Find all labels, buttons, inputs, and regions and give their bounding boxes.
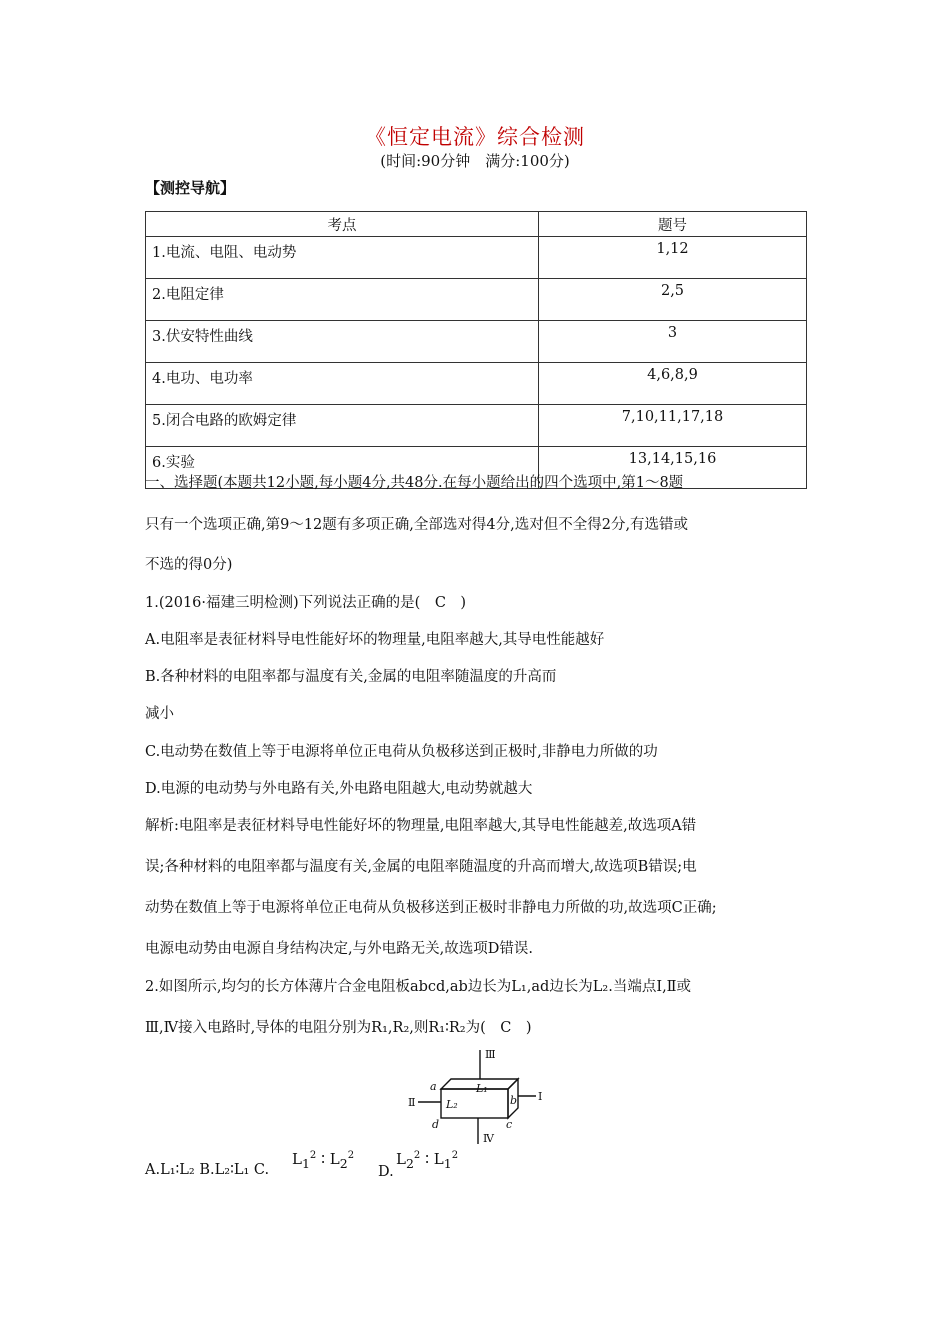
formula-colon: ∶ [321, 1150, 325, 1168]
table-row [146, 237, 807, 279]
nav-label: 【测控导航】 [145, 179, 236, 197]
question-1-analysis-line1: 解析:电阻率是表征材料导电性能好坏的物理量,电阻率越大,其导电性能越差,故选项A错 [145, 818, 697, 834]
table-cell-topic: 6.实验 [146, 447, 539, 489]
section-instructions-line3: 不选的得0分) [145, 557, 233, 573]
question-1-option-b-cont: 减小 [145, 706, 174, 722]
table-row [146, 279, 807, 321]
section-instructions-line2: 只有一个选项正确,第9～12题有多项正确,全部选对得4分,选对但不全得2分,有选错或 [145, 517, 689, 533]
question-2-option-c-prefix: C. [253, 1162, 270, 1178]
table-row [146, 321, 807, 363]
table-cell-number: 4,6,8,9 [539, 363, 807, 405]
question-1-analysis-line3: 动势在数值上等于电源将单位正电荷从负极移送到正极时非静电力所做的功,故选项C正确; [145, 900, 717, 916]
formula-l2-sub: 2 [339, 1156, 348, 1171]
question-2-option-d-formula [396, 1150, 458, 1171]
question-1-analysis-line4: 电源电动势由电源自身结构决定,与外电路无关,故选项D错误. [145, 941, 533, 957]
terminal-3-label: Ⅲ [485, 1048, 496, 1061]
corner-b-label: b [510, 1094, 518, 1107]
formula-l2: L [396, 1150, 406, 1168]
formula-l2-sup: 2 [413, 1150, 421, 1161]
question-1-option-d: D.电源的电动势与外电路有关,外电路电阻越大,电动势就越大 [145, 781, 533, 797]
resistor-plate-figure [400, 1044, 560, 1148]
formula-l2: L [329, 1150, 340, 1168]
question-2-stem-line1: 2.如图所示,均匀的长方体薄片合金电阻板abcd,ab边长为L₁,ad边长为L₂.当端点Ⅰ,Ⅱ或 [145, 979, 692, 995]
topic-table [145, 211, 807, 489]
question-1-option-c: C.电动势在数值上等于电源将单位正电荷从负极移送到正极时,非静电力所做的功 [145, 744, 658, 760]
question-2-option-d-prefix: D. [378, 1164, 394, 1180]
corner-a-label: a [430, 1080, 437, 1093]
edge-l1-label: L₁ [476, 1082, 488, 1095]
corner-c-label: c [506, 1118, 513, 1131]
question-1-stem: 1.(2016·福建三明检测)下列说法正确的是( C ) [145, 595, 467, 611]
table-cell-topic: 1.电流、电阻、电动势 [146, 237, 539, 279]
question-1-option-a: A.电阻率是表征材料导电性能好坏的物理量,电阻率越大,其导电性能越好 [145, 632, 605, 648]
formula-l1: L [292, 1150, 302, 1168]
page-subtitle: (时间:90分钟 满分:100分) [380, 152, 570, 170]
page-title: 《恒定电流》综合检测 [365, 125, 585, 149]
formula-l2-sub: 2 [405, 1156, 414, 1171]
terminal-4-label: Ⅳ [483, 1132, 494, 1145]
table-cell-number: 3 [539, 321, 807, 363]
formula-l1-sup: 2 [451, 1150, 459, 1161]
formula-colon: ∶ [425, 1150, 429, 1168]
question-1-option-b: B.各种材料的电阻率都与温度有关,金属的电阻率随温度的升高而 [145, 669, 557, 685]
terminal-2-label: Ⅱ [408, 1096, 416, 1109]
terminal-1-label: Ⅰ [538, 1090, 543, 1103]
table-row [146, 405, 807, 447]
question-2-option-a: A.L₁∶L₂ [145, 1162, 195, 1178]
formula-l1-sup: 2 [309, 1150, 317, 1161]
question-2-option-c-formula [292, 1150, 354, 1171]
table-cell-topic: 4.电功、电功率 [146, 363, 539, 405]
question-2-options [145, 1162, 269, 1178]
formula-l1: L [433, 1150, 444, 1168]
formula-l1-sub: 1 [301, 1156, 310, 1171]
table-cell-number: 13,14,15,16 [539, 447, 807, 489]
table-cell-topic: 5.闭合电路的欧姆定律 [146, 405, 539, 447]
formula-l1-sub: 1 [443, 1156, 452, 1171]
table-cell-number: 2,5 [539, 279, 807, 321]
table-header-topic: 考点 [146, 212, 539, 237]
question-2-option-b: B.L₂∶L₁ [199, 1162, 250, 1178]
table-header-number: 题号 [539, 212, 807, 237]
formula-l2-sup: 2 [347, 1150, 355, 1161]
table-header-row [146, 212, 807, 237]
table-row [146, 363, 807, 405]
question-1-analysis-line2: 误;各种材料的电阻率都与温度有关,金属的电阻率随温度的升高而增大,故选项B错误;电 [145, 859, 697, 875]
table-cell-topic: 3.伏安特性曲线 [146, 321, 539, 363]
question-2-stem-line2: Ⅲ,Ⅳ接入电路时,导体的电阻分别为R₁,R₂,则R₁∶R₂为( C ) [145, 1020, 532, 1036]
edge-l2-label: L₂ [446, 1098, 458, 1111]
section-instructions-line1: 一、选择题(本题共12小题,每小题4分,共48分.在每小题给出的四个选项中,第1～8题 [145, 475, 684, 491]
table-cell-number: 7,10,11,17,18 [539, 405, 807, 447]
table-cell-number: 1,12 [539, 237, 807, 279]
table-cell-topic: 2.电阻定律 [146, 279, 539, 321]
corner-d-label: d [432, 1118, 440, 1131]
